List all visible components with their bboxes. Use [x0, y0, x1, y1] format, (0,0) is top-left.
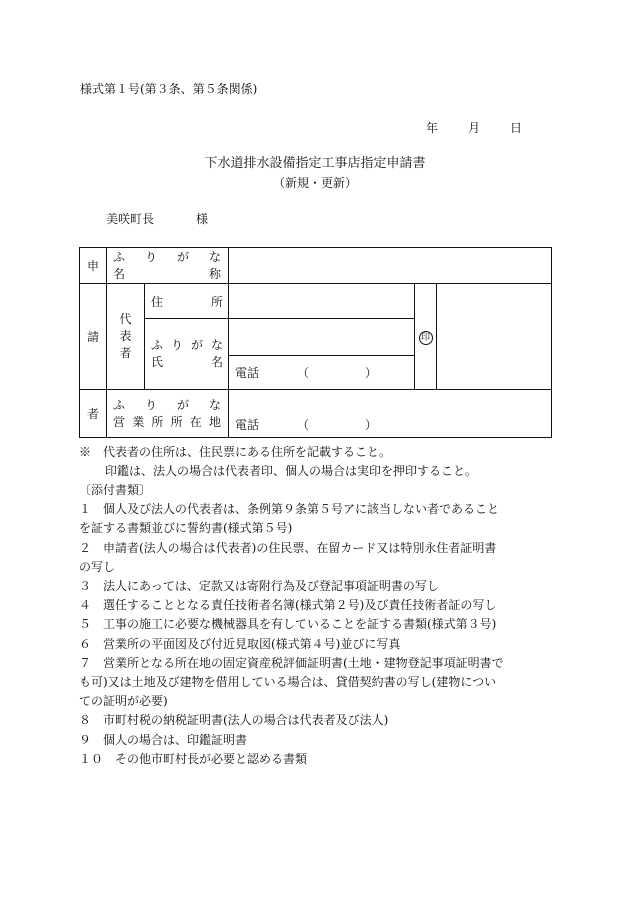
- date-line: [426, 119, 522, 136]
- kana-char: ふ: [151, 338, 164, 352]
- label-char: 営: [113, 414, 126, 429]
- kana-char: が: [176, 397, 189, 412]
- attachment-line: ５ 工事の施工に必要な機械器具を有していることを証する書類(様式第３号): [79, 617, 497, 632]
- day-label: 日: [510, 121, 523, 135]
- attachments-heading: 〔添付書類〕: [79, 483, 152, 497]
- label-char: 名: [113, 266, 126, 281]
- form-number: 様式第１号(第３条、第５条関係): [80, 82, 258, 96]
- office-label-cell: [107, 390, 229, 438]
- rep-char: 表: [119, 329, 132, 343]
- attachment-line: ２ 申請者(法人の場合は代表者)の住民票、在留カード又は特別永住者証明書: [79, 540, 497, 555]
- label-char: 氏: [151, 355, 164, 369]
- kana-char: が: [176, 249, 189, 264]
- attachment-line: ての証明が必要): [79, 694, 168, 709]
- kana-char: な: [208, 397, 221, 412]
- kana-char: ふ: [113, 249, 126, 264]
- attachment-line: の写し: [79, 559, 116, 574]
- attachment-line: ４ 選任することとなる責任技術者名簿(様式第２号)及び責任技術者証の写し: [79, 598, 497, 613]
- seal-cell: [415, 284, 437, 390]
- note-line: ※ 代表者の住所は、住民票にある住所を記載すること。: [79, 445, 392, 459]
- attachment-line: １０ その他市町村長が必要と認める書類: [79, 751, 308, 766]
- phone-label: 電話: [235, 366, 260, 380]
- company-name-field[interactable]: [229, 248, 552, 284]
- attachments: [79, 481, 551, 769]
- note-line: 印鑑は、法人の場合は代表者印、個人の場合は実印を押印すること。: [105, 464, 478, 478]
- kana-char: り: [144, 397, 157, 412]
- office-phone-field[interactable]: [229, 390, 552, 438]
- addressee-honorific: 様: [196, 212, 209, 226]
- paren-close: ）: [365, 366, 378, 380]
- phone-label: 電話: [235, 418, 260, 432]
- addressee: [106, 210, 208, 227]
- applicant-label-1: 申: [80, 248, 107, 284]
- label-char: 在: [189, 414, 202, 429]
- attachment-line: ７ 営業所となる所在地の固定資産税評価証明書(土地・建物登記事項証明書で: [79, 655, 504, 670]
- rep-char: 代: [119, 312, 132, 326]
- name-label-cell: [107, 248, 229, 284]
- rep-name-field[interactable]: [229, 319, 415, 356]
- paren-close: ）: [365, 418, 378, 432]
- addressee-name: 美咲町長: [106, 212, 155, 226]
- kana-char: ふ: [113, 397, 126, 412]
- document-title: 下水道排水設備指定工事店指定申請書: [204, 156, 426, 171]
- year-label: 年: [426, 121, 439, 135]
- label-char: 名: [210, 355, 223, 369]
- seal-area[interactable]: [437, 284, 552, 390]
- paren-open: （: [297, 366, 310, 380]
- label-char: 業: [132, 414, 145, 429]
- label-char: 所: [170, 414, 183, 429]
- attachment-line: も可)又は土地及び建物を借用している場合は、貸借契約書の写し(建物につい: [79, 675, 497, 690]
- kana-char: り: [170, 338, 183, 352]
- kana-char: り: [144, 249, 157, 264]
- attachment-line: ３ 法人にあっては、定款又は寄附行為及び登記事項証明書の写し: [79, 579, 439, 594]
- attachment-line: １ 個人及び法人の代表者は、条例第９条第５号アに該当しない者であること: [79, 502, 500, 517]
- kana-char: な: [210, 338, 223, 352]
- label-char: 所: [210, 294, 223, 309]
- application-table: [79, 247, 552, 438]
- kana-char: が: [190, 338, 203, 352]
- label-char: 称: [208, 266, 221, 281]
- label-char: 住: [151, 294, 164, 309]
- document-subtitle: （新規・更新）: [272, 176, 357, 190]
- attachment-line: ８ 市町村税の納税証明書(法人の場合は代表者及び法人): [79, 713, 389, 728]
- notes: [79, 443, 559, 481]
- seal-icon: 印: [419, 331, 433, 345]
- rep-phone-field[interactable]: [229, 356, 415, 390]
- attachment-line: ９ 個人の場合は、印鑑証明書: [79, 732, 248, 747]
- month-label: 月: [468, 121, 481, 135]
- address-field[interactable]: [229, 284, 415, 319]
- label-char: 地: [208, 414, 221, 429]
- attachment-line: を証する書類並びに誓約書(様式第５号): [79, 521, 293, 536]
- attachment-line: ６ 営業所の平面図及び付近見取図(様式第４号)並びに写真: [79, 636, 401, 651]
- paren-open: （: [297, 418, 310, 432]
- kana-char: な: [208, 249, 221, 264]
- rep-name-label-cell: [145, 319, 229, 390]
- representative-label: [107, 284, 145, 390]
- address-label-cell: [145, 284, 229, 319]
- label-char: 所: [151, 414, 164, 429]
- applicant-label-3: 者: [80, 390, 107, 438]
- applicant-label-2: 請: [80, 284, 107, 390]
- rep-char: 者: [119, 346, 132, 360]
